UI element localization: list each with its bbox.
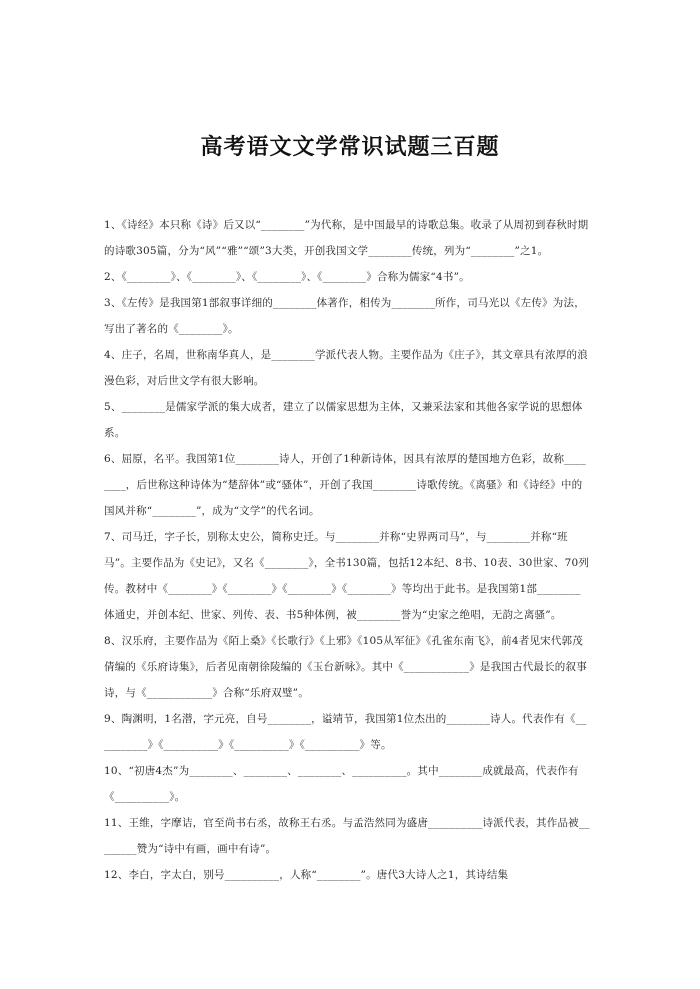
question-5: 5、________是儒家学派的集大成者，建立了以儒家思想为主体，又兼采法家和其他各家学说的思想体系。 (104, 401, 583, 439)
question-7: 7、司马迁，字子长，别称太史公，简称史迁。与________并称“史界两司马”，与________并称“班马”。主要作品为《史记》，又名《________》，全书130篇，包括12本纪、8书、10表、30世家、70列传。教材中《________》《________》《________》《________》等均出于此书。是我国第1部________体通史，并创本纪、世家、列传、表、书5种体例，被________誉为“史家之绝唱，无韵之离骚”。 (104, 531, 590, 621)
question-10: 10、“初唐4杰”为________、________、________、__________。其中________成就最高，代表作有《__________》。 (104, 765, 579, 803)
page-title: 高考语文文学常识试题三百题 (200, 135, 500, 160)
question-9: 9、陶渊明，1名潜，字元亮，自号________，谥靖节，我国第1位杰出的________诗人。代表作有《__________》《__________》《__________》《__________》等。 (104, 713, 587, 751)
question-1: 1、《诗经》本只称《诗》后又以“________”为代称，是中国最早的诗歌总集。收录了从周初到春秋时期的诗歌305篇，分为“风”“雅”“颂”3大类，开创我国文学________传统，列为“________”之1。 (104, 219, 589, 257)
question-4: 4、庄子，名周，世称南华真人，是________学派代表人物。主要作品为《庄子》，其文章具有浓厚的浪漫色彩，对后世文学有很大影响。 (104, 349, 588, 387)
question-12: 12、李白，字太白，别号__________，人称“________”。唐代3大诗人之1，其诗结集 (104, 869, 509, 881)
question-11: 11、王维，字摩诘，官至尚书右丞，故称王右丞。与孟浩然同为盛唐__________诗派代表，其作品被________赞为“诗中有画，画中有诗”。 (104, 817, 590, 855)
question-2: 2、《________》、《________》、《________》、《________》合称为儒家“4书”。 (104, 271, 470, 283)
question-3: 3、《左传》是我国第1部叙事详细的________体著作，相传为________所作，司马光以《左传》为法，写出了著名的《________》。 (104, 297, 585, 335)
question-6: 6、屈原，名平。我国第1位________诗人，开创了1种新诗体，因具有浓厚的楚国地方色彩，故称________，后世称这种诗体为“楚辞体”或“骚体”，开创了我国________诗歌传统。《离骚》和《诗经》中的国风并称“________”，成为“文学”的代名词。 (104, 453, 586, 517)
question-list (104, 212, 590, 888)
question-8: 8、汉乐府，主要作品为《陌上桑》《长歌行》《上邪》《105从军征》《孔雀东南飞》，前4者见宋代郭茂倩编的《乐府诗集》，后者见南朝徐陵编的《玉台新咏》。其中《____________》是我国古代最长的叙事诗，与《____________》合称“乐府双璧”。 (104, 635, 587, 699)
